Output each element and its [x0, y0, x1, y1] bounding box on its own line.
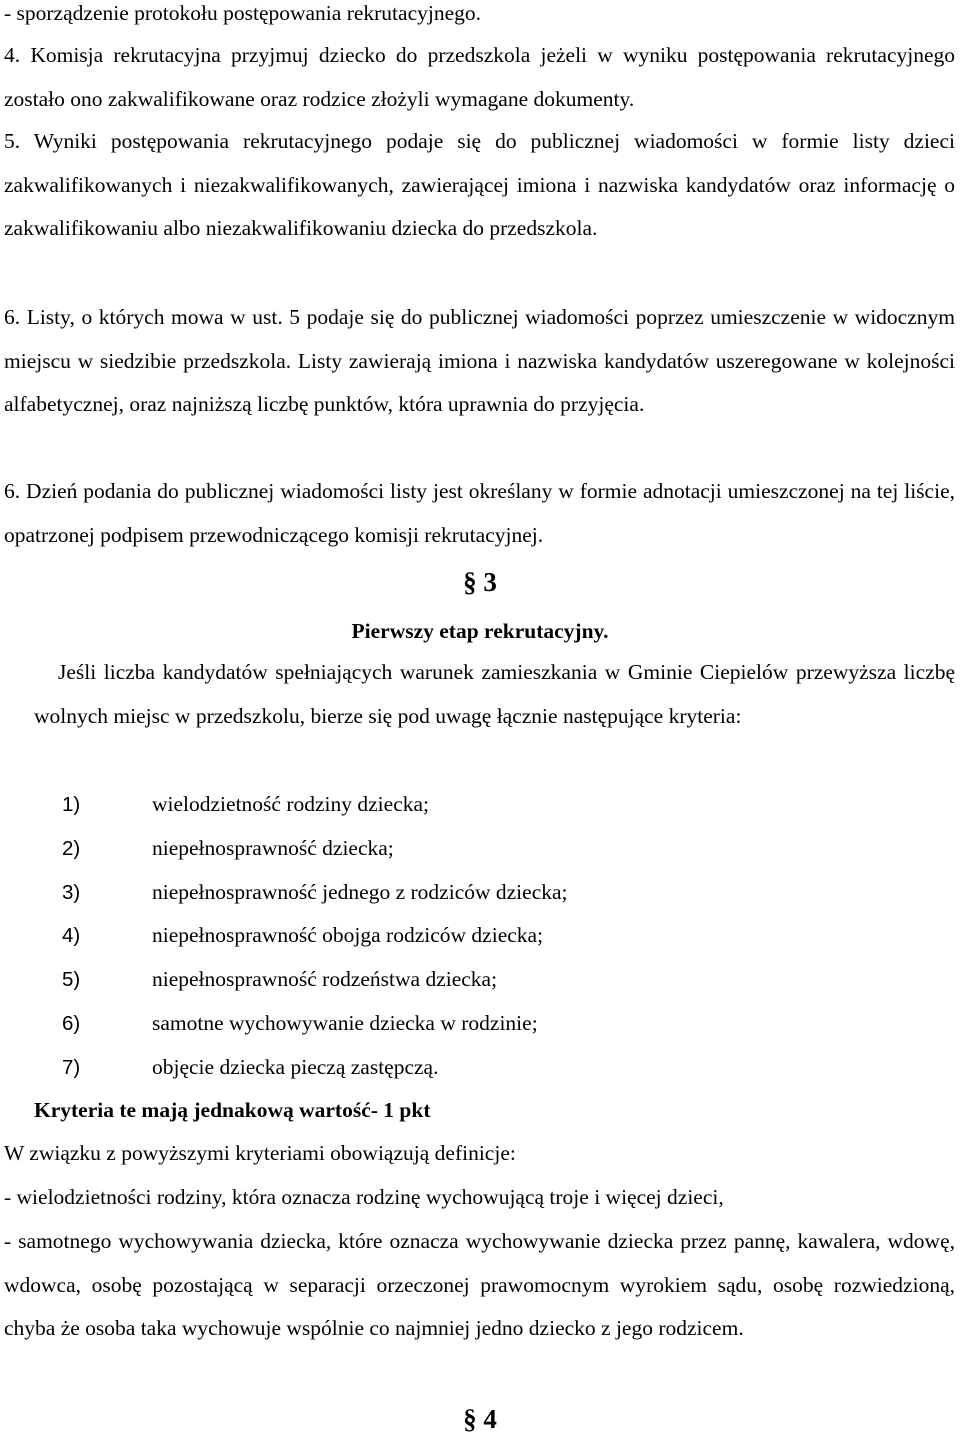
list-item-text: niepełnosprawność rodzeństwa dziecka; [152, 967, 498, 992]
paragraph-5: 5. Wyniki postępowania rekrutacyjnego podaje się do publicznej wiadomości w formie listy dzieci zakwalifikowanych i niezakwalifikowanych, zawierającej imiona i nazwiska kandydatów oraz informację o zakwalifikowaniu albo niezakwalifikowaniu dziecka do przedszkola. [4, 129, 955, 241]
list-item-number: 1) [62, 793, 81, 816]
paragraph-6-lists: 6. Listy, o których mowa w ust. 5 podaje się do publicznej wiadomości poprzez umieszczenie w widocznym miejscu w siedzibie przedszkola. Listy zawierają imiona i nazwiska kandydatów uszeregowane w kolejności alfabetycznej, oraz najniższą liczbę punktów, która uprawnia do przyjęcia. [4, 305, 955, 417]
list-item-text: niepełnosprawność obojga rodziców dziecka; [152, 923, 544, 948]
list-item [0, 1046, 960, 1090]
definitions-intro: W związku z powyższymi kryteriami obowiązują definicje: [4, 1141, 516, 1165]
definition-large-family: - wielodzietności rodziny, która oznacza rodzinę wychowującą troje i więcej dzieci, [4, 1185, 724, 1209]
list-item-number: 3) [62, 880, 81, 904]
list-item [0, 1002, 960, 1046]
section-3-number: § 3 [463, 567, 497, 597]
list-item [0, 914, 960, 958]
criteria-list [0, 783, 960, 1090]
list-item-text: niepełnosprawność dziecka; [152, 835, 394, 860]
list-item [0, 958, 960, 1002]
list-item-number: 7) [62, 1055, 81, 1079]
list-item-text: wielodzietność rodziny dziecka; [152, 792, 430, 816]
list-item-number: 6) [62, 1011, 81, 1035]
list-item-text: objęcie dziecka pieczą zastępczą. [152, 1054, 439, 1079]
criteria-value-note: Kryteria te mają jednakową wartość- 1 pkt [34, 1098, 431, 1122]
definition-single-parenting: - samotnego wychowywania dziecka, które oznacza wychowywanie dziecka przez pannę, kawalera, wdowę, wdowca, osobę pozostającą w separacji orzeczonej prawomocnym wyrokiem sądu, osobę rozwiedzioną, chyba że osoba taka wychowuje wspólnie co najmniej jedno dziecko z jego rodzicem. [4, 1229, 955, 1341]
list-item-number: 4) [62, 924, 81, 948]
paragraph-6-date: 6. Dzień podania do publicznej wiadomości listy jest określany w formie adnotacji umieszczonej na tej liście, opatrzonej podpisem przewodniczącego komisji rekrutacyjnej. [4, 479, 955, 547]
list-item-number: 2) [62, 836, 81, 860]
list-item [0, 827, 960, 871]
list-item [0, 871, 960, 915]
list-item-number: 5) [62, 968, 81, 992]
list-item-text: niepełnosprawność jednego z rodziców dziecka; [152, 879, 568, 904]
list-item [0, 783, 960, 827]
section-4-number: § 4 [463, 1404, 497, 1434]
paragraph-4: 4. Komisja rekrutacyjna przyjmuj dziecko do przedszkola jeżeli w wyniku postępowania rekrutacyjnego zostało ono zakwalifikowane oraz rodzice złożyli wymagane dokumenty. [4, 43, 955, 111]
list-item-text: samotne wychowywanie dziecka w rodzinie; [152, 1010, 538, 1035]
section-3-title: Pierwszy etap rekrutacyjny. [351, 619, 609, 643]
section-3-intro: Jeśli liczba kandydatów spełniających warunek zamieszkania w Gminie Ciepielów przewyższa liczbę wolnych miejsc w przedszkolu, bierze się pod uwagę łącznie następujące kryteria: [34, 660, 955, 728]
paragraph-protocol: - sporządzenie protokołu postępowania rekrutacyjnego. [4, 1, 482, 25]
